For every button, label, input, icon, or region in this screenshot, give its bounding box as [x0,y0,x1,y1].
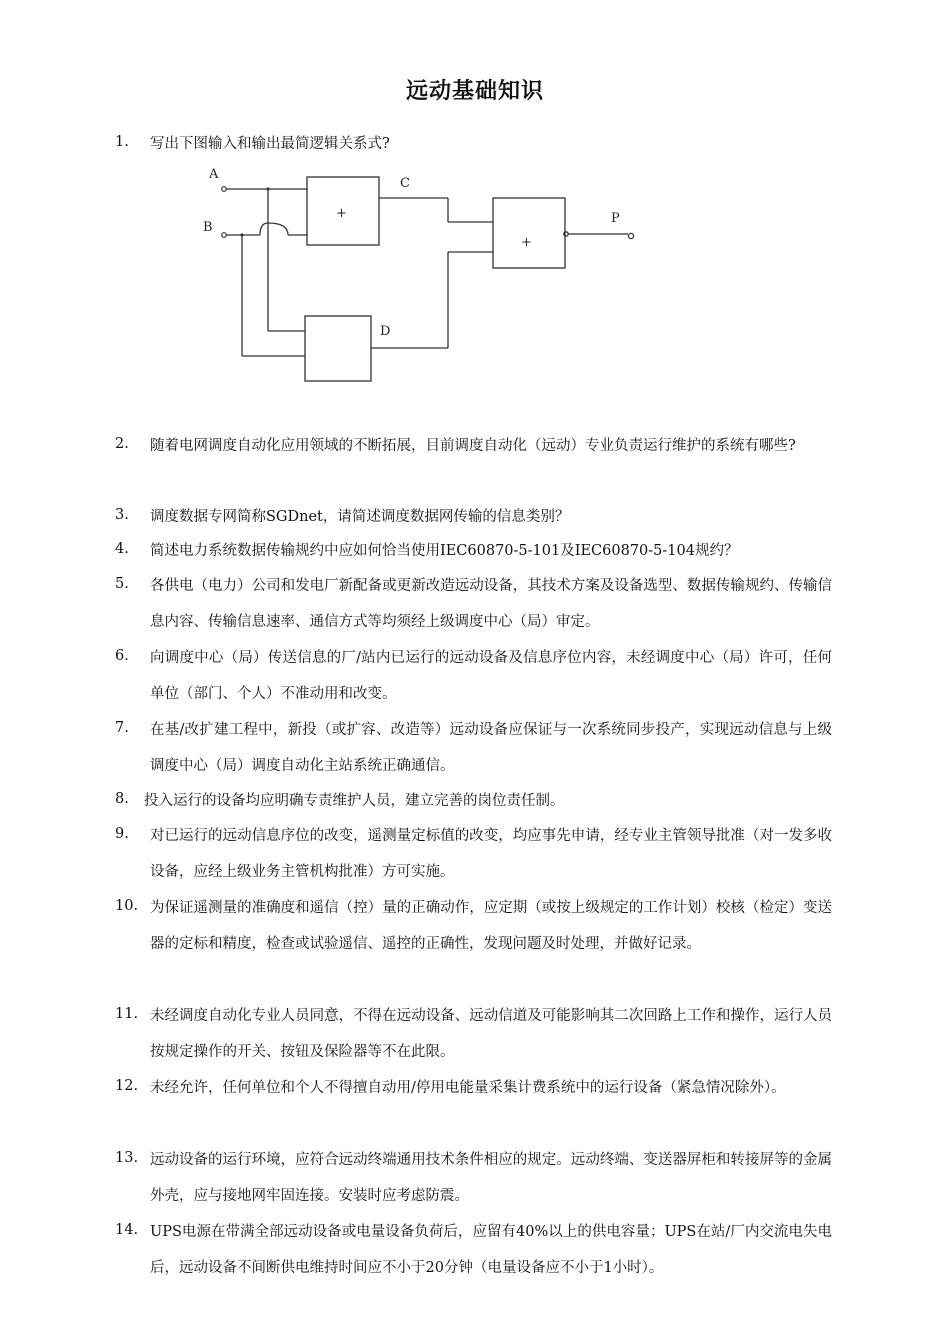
item-number: 13. [115,1150,139,1166]
item-text: 远动设备的运行环境，应符合远动终端通用技术条件相应的规定。远动终端、变送器屏柜和转接屏等的金属外壳，应与接地网牢固连接。安装时应考虑防震。 [150,1152,832,1204]
item-text: 为保证遥测量的准确度和遥信（控）量的正确动作，应定期（或按上级规定的工作计划）校核（检定）变送器的定标和精度，检查或试验遥信、遥控的正确性，发现问题及时处理，并做好记录。 [150,900,832,952]
item-text: 调度数据专网简称SGDnet，请简述调度数据网传输的信息类别？ [150,509,570,525]
item-text: 未经允许，任何单位和个人不得擅自动用/停用电能量采集计费系统中的运行设备（紧急情况除外）。 [150,1080,786,1096]
item-number: 3. [115,507,129,523]
item-number: 8. [115,791,129,807]
item-number: 2. [115,436,129,452]
item-number: 14. [115,1222,139,1238]
item-text: 简述电力系统数据传输规约中应如何恰当使用IEC60870-5-101及IEC60870-5-104规约？ [150,543,739,559]
gate-bottom [305,316,371,381]
item-number: 11. [115,1006,139,1022]
gate-right-symbol: + [521,235,532,250]
item-text: 写出下图输入和输出最简逻辑关系式? [150,136,390,152]
item-number: 6. [115,648,129,664]
item-text: 随着电网调度自动化应用领域的不断拓展，目前调度自动化（远动）专业负责运行维护的系统有哪些? [150,438,796,454]
item-text: 对已运行的远动信息序位的改变，遥测量定标值的改变，均应事先申请，经专业主管领导批准（对一发多收设备，应经上级业务主管机构批准）方可实施。 [150,828,832,880]
item-text: 投入运行的设备均应明确专责维护人员，建立完善的岗位责任制。 [144,793,565,809]
item-text: 向调度中心（局）传送信息的厂/站内已运行的远动设备及信息序位内容，未经调度中心（局）许可，任何单位（部门、个人）不准动用和改变。 [150,650,832,702]
label-c: C [400,176,410,191]
label-a: A [209,167,219,182]
item-number: 12. [115,1078,139,1094]
page-title: 远动基础知识 [405,79,544,104]
item-text: 各供电（电力）公司和发电厂新配备或更新改造远动设备，其技术方案及设备选型、数据传输规约、传输信息内容、传输信息速率、通信方式等均须经上级调度中心（局）审定。 [150,578,832,630]
gate-top-symbol: + [336,206,347,221]
item-text: 未经调度自动化专业人员同意，不得在远动设备、远动信道及可能影响其二次回路上工作和操作，运行人员按规定操作的开关、按钮及保险器等不在此限。 [150,1008,832,1060]
item-number: 7. [115,720,129,736]
item-number: 1. [115,134,129,150]
label-d: D [380,324,391,339]
label-p: P [611,211,620,226]
item-number: 4. [115,541,129,557]
logic-circuit-diagram [190,160,650,390]
item-number: 5. [115,576,129,592]
item-number: 10. [115,898,139,914]
item-text: UPS电源在带满全部远动设备或电量设备负荷后，应留有40%以上的供电容量；UPS在站/厂内交流电失电后，远动设备不间断供电维持时间应不小于20分钟（电量设备应不小于1小时）。 [150,1224,832,1276]
gate-right [493,198,565,268]
label-b: B [203,220,213,235]
item-number: 9. [115,826,129,842]
item-text: 在基/改扩建工程中，新投（或扩容、改造等）远动设备应保证与一次系统同步投产，实现远动信息与上级调度中心（局）调度自动化主站系统正确通信。 [150,722,832,774]
